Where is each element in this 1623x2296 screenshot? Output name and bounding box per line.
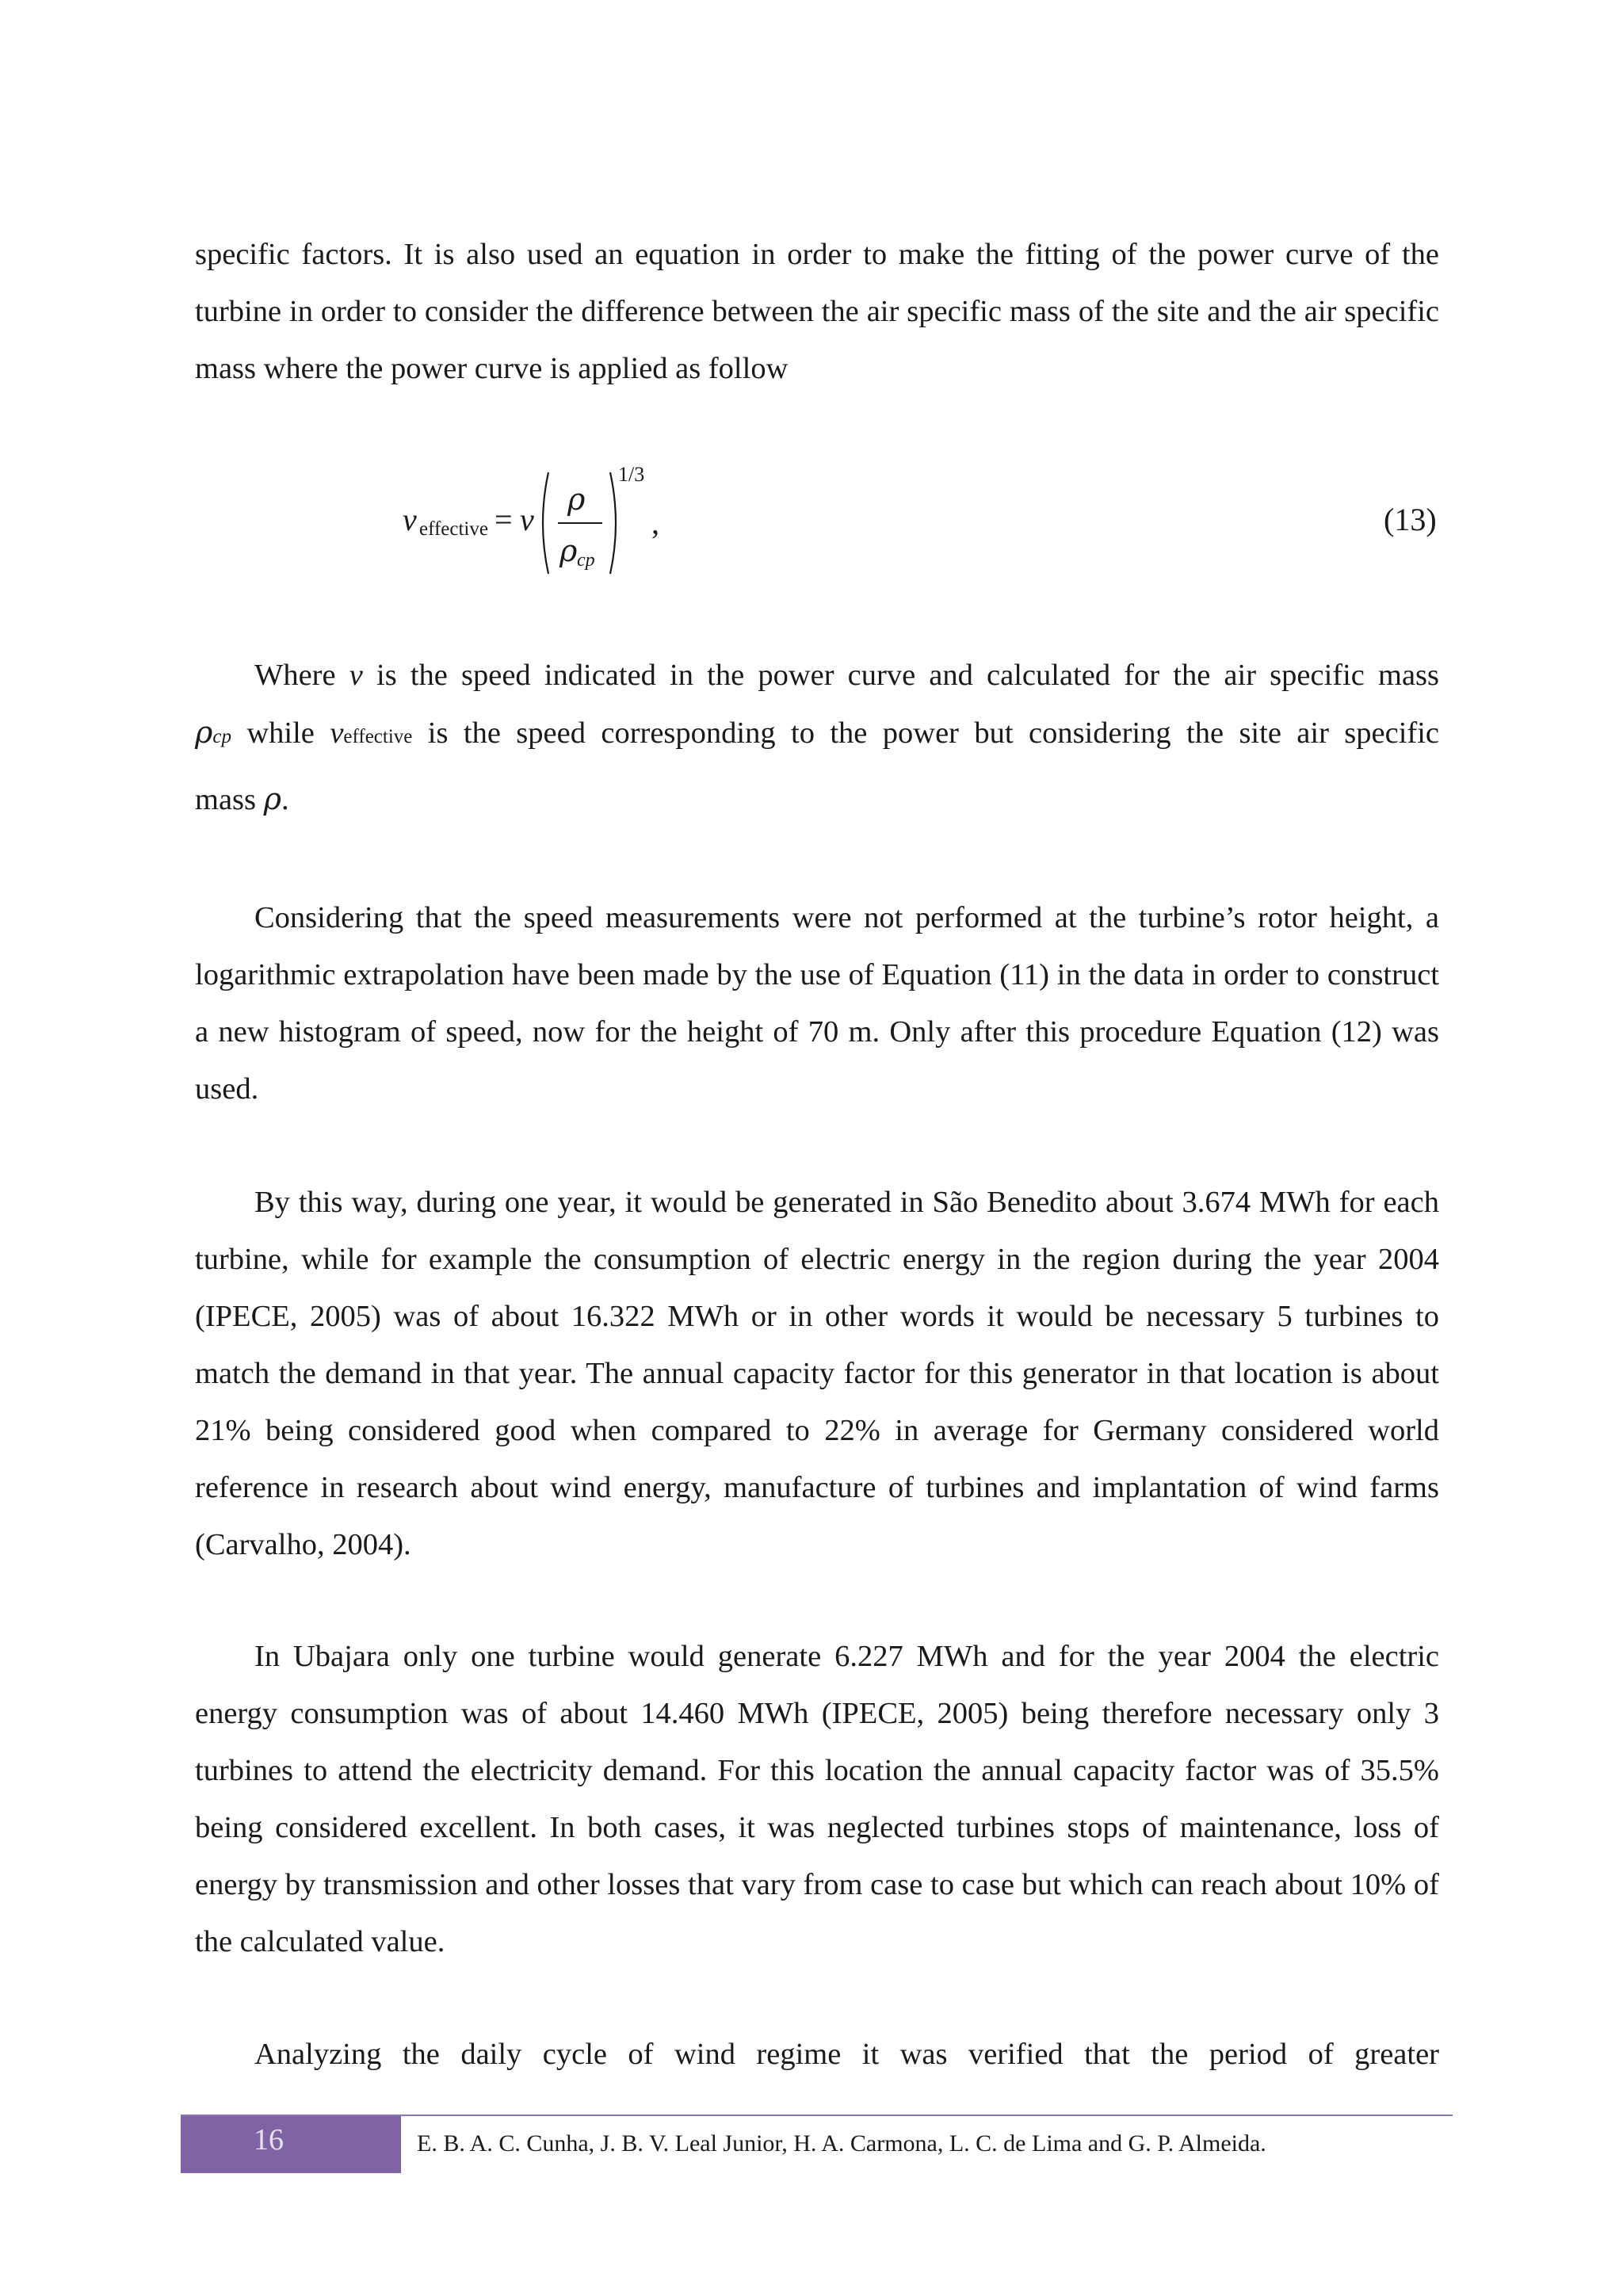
paragraph-intro: specific factors. It is also used an equation in order to make the fitting of the power curve of the turbine in order to consider the difference between the air specific mass of the site and the air specific mass where the power curve is applied as follow [195, 238, 1439, 385]
v-symbol: v [349, 659, 363, 692]
eq-exponent: 1/3 [618, 463, 645, 486]
equation-number: (13) [1384, 502, 1437, 537]
eq-lhs-subscript: effective [419, 518, 488, 540]
mass-text: mass [195, 783, 256, 816]
eq-lhs-variable: v [403, 502, 417, 537]
paragraph-daily-cycle: Analyzing the daily cycle of wind regime it was verified that the period of greater [254, 2038, 1439, 2071]
paragraph-sao-benedito: By this way, during one year, it would be generated in São Benedito about 3.674 MWh for each turbine, while for example the consumption of electric energy in the region during the year 2004 (IPECE, 2005) was of about 16.322 MWh or in other words it would be necessary 5 turbines to match the demand in that year. The annual capacity factor for this generator in that location is about 21% being considered good when compared to 22% in average for Germany considered world reference in research about wind energy, manufacture of turbines and implantation of wind farms (Carvalho, 2004). [195, 1186, 1439, 1561]
v-effective-symbol: v [330, 716, 344, 750]
eq-denominator-subscript: cp [577, 550, 595, 571]
page-number: 16 [254, 2123, 284, 2157]
speed-description: is the speed corresponding to the power but considering the site air specific [427, 716, 1440, 750]
rho-symbol: ρ [263, 781, 281, 816]
right-paren-shape [610, 472, 616, 574]
rho-cp-symbol: ρ [195, 715, 213, 750]
where-line-1 [195, 647, 1439, 704]
where-line-2 [195, 704, 1439, 761]
where-line-3 [195, 770, 1439, 827]
eq-equals-sign: = [495, 502, 513, 537]
eq-numerator-rho: ρ [567, 482, 586, 517]
rho-cp-subscript: cp [212, 726, 231, 747]
eq-denominator-rho: ρ [559, 533, 578, 568]
eq-rhs-variable: v [520, 502, 534, 537]
while-text: while [246, 716, 315, 750]
v-effective-subscript: effective [343, 726, 413, 747]
footer-authors: E. B. A. C. Cunha, J. B. V. Leal Junior, H. A. Carmona, L. C. de Lima and G. P. Almeida. [417, 2130, 1266, 2157]
left-paren-shape [543, 472, 548, 574]
period: . [281, 783, 289, 816]
where-description: is the speed indicated in the power curve and calculated for the air specific mass [376, 659, 1440, 692]
paragraph-extrapolation: Considering that the speed measurements were not performed at the turbine’s rotor height, a logarithmic extrapolation have been made by the use of Equation (11) in the data in order to construct a new histogram of speed, now for the height of 70 m. Only after this procedure Equation (12) was used. [195, 901, 1439, 1106]
where-text: Where [254, 659, 336, 692]
paragraph-ubajara: In Ubajara only one turbine would generate 6.227 MWh and for the year 2004 the electric energy consumption was of about 14.460 MWh (IPECE, 2005) being therefore necessary only 3 turbines to attend the electricity demand. For this location the annual capacity factor was of 35.5% being considered excellent. In both cases, it was neglected turbines stops of maintenance, loss of energy by transmission and other losses that vary from case to case but which can reach about 10% of the calculated value. [195, 1640, 1439, 1958]
eq-trailing-comma: , [651, 505, 659, 541]
